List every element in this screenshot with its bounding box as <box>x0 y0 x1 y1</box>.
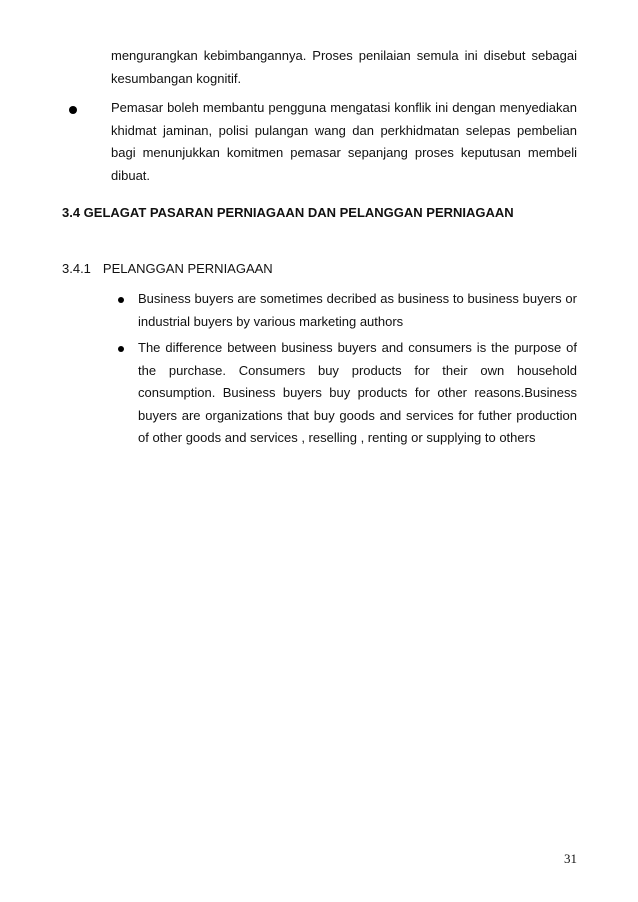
bullet-dot-icon <box>118 297 124 303</box>
bullet-dot-icon <box>69 106 77 114</box>
bullet-paragraph-business-buyers: Business buyers are sometimes decribed as business to business buyers or industrial buyers by various marketing authors <box>138 291 577 329</box>
subsection-title: PELANGGAN PERNIAGAAN <box>102 261 273 276</box>
subsection-heading <box>62 259 273 279</box>
page-number: 31 <box>564 851 577 866</box>
continuation-paragraph: mengurangkan kebimbangannya. Proses penilaian semula ini disebut sebagai kesumbangan kognitif. <box>111 48 577 86</box>
bullet-paragraph-difference: The difference between business buyers and consumers is the purpose of the purchase. Consumers buy products for their own household consumption. Business buyers buy products for other reasons.Business buyers are organizations that buy goods and services for futher production of other goods and services , reselling , renting or supplying to others <box>138 340 577 445</box>
subsection-number: 3.4.1 <box>62 261 91 276</box>
bullet-dot-icon <box>118 346 124 352</box>
bullet-paragraph-pemasar: Pemasar boleh membantu pengguna mengatasi konflik ini dengan menyediakan khidmat jaminan, polisi pulangan wang dan perkhidmatan selepas pembelian bagi menunjukkan komitmen pemasar sepanjang proses keputusan membeli dibuat. <box>111 100 577 183</box>
section-heading: 3.4 GELAGAT PASARAN PERNIAGAAN DAN PELANGGAN PERNIAGAAN <box>62 205 514 220</box>
